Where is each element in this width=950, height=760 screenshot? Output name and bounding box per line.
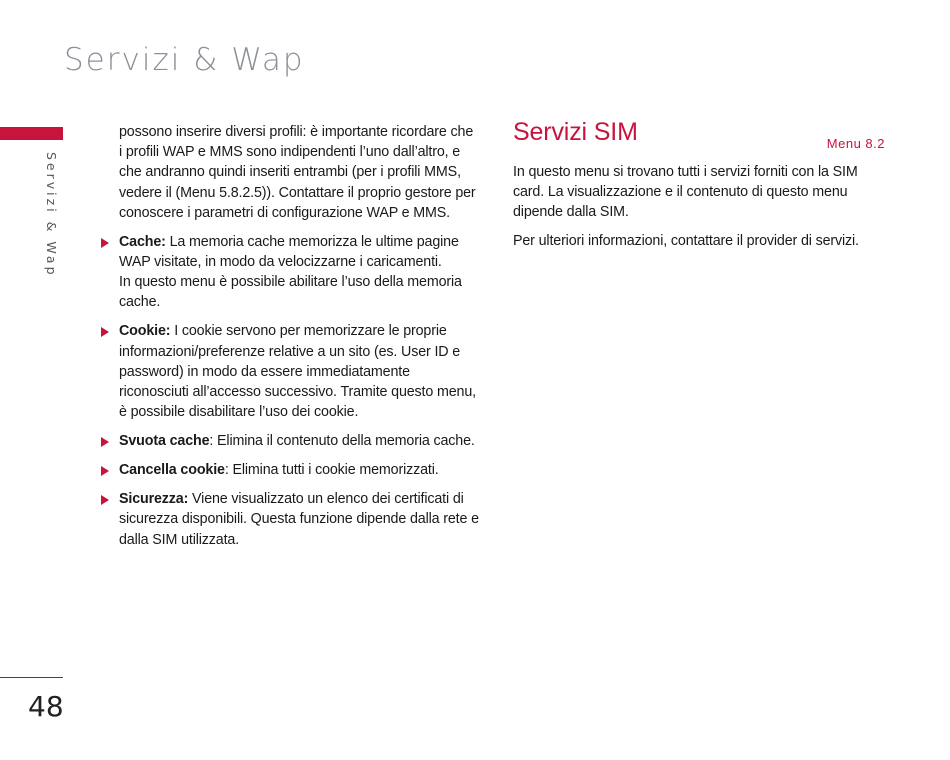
bullet-term: Svuota cache <box>119 433 210 450</box>
section-paragraph: In questo menu si trovano tutti i servizi forniti con la SIM card. La visualizzazione e il contenuto di questo menu dipende dalla SIM. <box>513 164 858 221</box>
page-header: Servizi & Wap <box>64 42 305 78</box>
bullet-sicurezza <box>101 489 479 550</box>
bullet-term: Cache: <box>119 233 166 250</box>
menu-reference: Menu 8.2 <box>826 136 885 151</box>
page-number: 48 <box>28 690 64 723</box>
bullet-svuota-cache <box>101 431 479 451</box>
arrow-bullet-icon <box>101 327 109 337</box>
section-title: Servizi SIM <box>513 118 638 146</box>
left-column <box>101 122 479 559</box>
bullet-term: Cancella cookie <box>119 462 225 479</box>
bullet-text: La memoria cache memorizza le ultime pagine WAP visitate, in modo da velocizzarne i caricamenti. <box>119 233 459 271</box>
intro-paragraph: possono inserire diversi profili: è importante ricordare che i profili WAP e MMS sono indipendenti l’uno dall’altro, e che andranno quindi inseriti entrambi (per i profili MMS, vedere il (Menu 5.8.2.5)). Contattare il proprio gestore per conoscere i parametri di configurazione WAP e MMS. <box>119 124 476 221</box>
arrow-bullet-icon <box>101 437 109 447</box>
arrow-bullet-icon <box>101 466 109 476</box>
arrow-bullet-icon <box>101 495 109 505</box>
bullet-text: : Elimina tutti i cookie memorizzati. <box>224 462 439 479</box>
bullet-term: Sicurezza: <box>119 491 189 508</box>
arrow-bullet-icon <box>101 238 109 248</box>
bullet-extra: In questo menu è possibile abilitare l’uso della memoria cache. <box>119 274 462 311</box>
bullet-text: Viene visualizzato un elenco dei certificati di sicurezza disponibili. Questa funzione dipende dalla rete e dalla SIM utilizzata. <box>119 491 479 548</box>
bullet-text: I cookie servono per memorizzare le proprie informazioni/preferenze relative a un sito (es. User ID e password) in modo da essere immediatamente riconosciuti all’accesso successivo. Tramite questo menu, è possibile disabilitare l’uso dei cookie. <box>119 323 476 421</box>
bullet-text: : Elimina il contenuto della memoria cache. <box>209 433 475 450</box>
bullet-cache <box>101 232 479 313</box>
side-tab-label: Servizi & Wap <box>44 152 59 278</box>
bullet-cancella-cookie <box>101 460 479 480</box>
side-tab-bar <box>0 127 63 140</box>
bullet-cookie <box>101 321 479 422</box>
bullet-term: Cookie: <box>119 323 171 340</box>
section-paragraph: Per ulteriori informazioni, contattare il provider di servizi. <box>513 233 859 250</box>
section-heading <box>513 118 885 162</box>
footer-divider <box>0 677 63 678</box>
right-column <box>513 118 885 260</box>
